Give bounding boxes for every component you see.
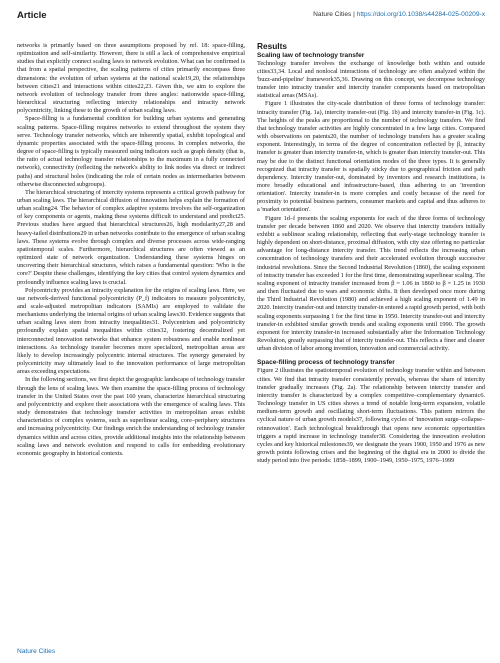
body-paragraph: Space-filling is a fundamental condition for building urban systems and generating scaling patterns. Space-filling requires networks to extend throughout the system they serve. Technology transfer networks, which are inherently spatial, exhibit topological and dynamic properties associated with the space-filling process. In complex networks, the degree of space-filling is typically measured using indicators such as graph density (that is, the ratio of actual technology transfer relationships to the maximum in a fully connected network), connectivity (reflecting the network's ability to link nodes via direct or indirect paths) and structural holes (indicating the role of certain nodes as intermediaries between otherwise disconnected subgroups).	[17, 115, 245, 188]
citation-separator: |	[351, 11, 357, 18]
doi-link[interactable]: https://doi.org/10.1038/s44284-025-00209-x	[356, 11, 485, 18]
body-paragraph: Figure 1 illustrates the city-scale distribution of three forms of technology transfer: intracity transfer (Fig. 1a), intercity transfer-out (Fig. 1b) and intercity transfer-in (Fig. 1c). The heights of the peaks are proportional to the number of technology transfers. We find that technology transfer activities are highly concentrated in a few large cities. Compared with observations on patents20, the number of technology transfers has a greater scaling exponent. Interestingly, in terms of the degree of concentration reflected by β, intracity transfer is greater than intercity transfer-in, which is greater than intercity transfer-out. This may be due to the distinct functional orientation modes of the three types. It is generally recognized that intracity transfer is spatially sticky due to geographical friction and path dependency. Intercity transfer-out, dominated by inventors and research institutions, is more broadly educational and infrastructure-based, thus adhering to an 'invention orientation'. Intercity transfer-in is more complex and costly because of the need for proximity to potential business partners, consumer markets and capital and thus adheres to a 'market orientation'.	[257, 100, 485, 214]
body-paragraph: Polycentricity provides an intracity explanation for the origins of scaling laws. Here, we use network-derived functional polycentricity (P_f) indicators to measure polycentricity, and scale-adjusted metropolitan indicators (SAMIs) are employed to validate the mechanisms underlying the internal origins of urban scaling laws30. Evidence suggests that urban scaling laws stem from intracity inequalities31. Polycentrism and polycentricity profoundly explain spatial inequalities within cities32, fostering decentralized yet interconnected innovation networks that enhance system robustness and enable nonlinear interactions. As technology transfer becomes more specialized, metropolitan areas are likely to develop increasingly polycentric internal structures. The synergy generated by polycentricity may ultimately lead to the innovation performance of large metropolitan areas exceeding expectations.	[17, 286, 245, 376]
page-header	[17, 10, 485, 26]
right-column	[257, 42, 485, 632]
left-column	[17, 42, 245, 632]
body-paragraph: Technology transfer involves the exchange of knowledge both within and outside cities33,34. Local and nonlocal interactions of technology are often analyzed within the 'buzz-and-pipeline' framework35,36. Drawing on this concept, we decompose technology transfer into intracity transfer and intercity transfer components based on metropolitan statistical areas (MSAs).	[257, 59, 485, 100]
section-heading-results: Results	[257, 42, 287, 51]
body-paragraph: Figure 2 illustrates the spatiotemporal evolution of technology transfer within and between cities. We find that intracity transfer consistently prevails, whereas the share of intercity transfer gradually increases (Fig. 2a). The relationship between intercity transfer and intercity transfer is characterized by a complex competitive–complementary dynamic6. Technology transfer in US cities shows a trend of notable long-term expansion, volatile medium-term growth and oscillating short-term fluctuations. This pattern mirrors the cyclical nature of urban growth models37, following cycles of 'innovation surge–collapse–reinnovation'. Each technological breakthrough that opens new economic opportunities triggers a rapid increase in technology transfer38. Considering the innovation evolution cycles and key historical milestones39, we designate the years 1900, 1950 and 1976 as new growth points following crises and the beginning of the digital era in 2000 to divide the study period into five periods: 1858–1899, 1900–1949, 1950–1975, 1976–1999	[257, 367, 485, 465]
footer-journal-name: Nature Cities	[17, 648, 56, 655]
body-paragraph: The hierarchical structuring of intercity systems represents a critical growth pathway for urban scaling laws. The hierarchical diffusion of innovation helps explain the formation of urban scaling24. The behavior of complex adaptive systems involves the self-organization of key components or agents, making these systems difficult to understand and predict25. Previous studies have argued that hierarchical structures26, high modularity27,28 and heavy-tailed distributions29 in urban networks contribute to the emergence of urban scaling laws. These systems evolve through complex and diverse processes across wide-ranging spatiotemporal scales. Furthermore, hierarchical structures are often viewed as an optimized state of network organization. Understanding these systems hinges on uncovering their hierarchical structures, which raises a fundamental question: 'Who is the core?' Despite these challenges, identifying the key cities that control system dynamics and profoundly influence scaling laws is crucial.	[17, 188, 245, 286]
body-paragraph: Figure 1d–f presents the scaling exponents for each of the three forms of technology transfer per decade between 1860 and 2020. We observe that intercity transfers initially exhibit a sublinear scaling relationship, reflecting that early-stage technology transfer is highly dependent on short-distance, proximal diffusion, with city size offering no particular advantage for long-distance intercity transfer. This trend reflects the increasing urban concentration of technology transfers and their accelerated evolution through successive industrial revolutions. Since the Second Industrial Revolution (1860), the scaling exponent of intracity transfer has exceeded 1 for the first time, demonstrating superlinear scaling. The scaling exponent of intracity transfer increased from β = 1.06 in 1860 to β = 1.25 in 1930 and then fluctuated due to wars and economic shifts. It then developed once more during the Third Industrial Revolution (1980) and achieved a high scaling exponent of 1.49 in 2020. Intercity transfer-out and intercity transfer-in entered a rapid growth period, with both scaling exponents surpassing 1 for the first time in 1950. Intercity transfer-out and intercity transfer-in exhibited similar growth trends and scaling exponents until 1990. The growth exponent for intercity transfer-in increased substantially after the Information Technology Revolution, greatly surpassing that of intercity transfer-out. This reflects a finer and clearer urban division of labor among invention, innovation and commercial activity.	[257, 214, 485, 353]
journal-name: Nature Cities	[313, 11, 352, 18]
body-paragraph: In the following sections, we first depict the geographic landscape of technology transfer through the lens of scaling laws. We then examine the space-filling process of technology transfer in the United States over the past 160 years, characterize hierarchical structuring and polycentricity and explore their associations with the emergence of scaling laws. This study demonstrates that technology transfer activities in metropolitan areas exhibit characteristics of complex systems, such as superlinear scaling, core–periphery structures and increasing polycentricity. Our findings enrich the understanding of technology transfer dynamics within and across cities, provide additional insights into the relationship between scaling laws and network evolution and respond to calls for embedding evolutionary economic geography in historical contexts.	[17, 376, 245, 457]
subsection-heading-scaling-law: Scaling law of technology transfer	[257, 51, 365, 59]
article-type-label: Article	[17, 10, 47, 21]
body-paragraph: networks is primarily based on three assumptions proposed by ref. 18: space-filling, optimization and self-similarity. However, there is still a lack of comprehensive empirical studies that explicitly connect scaling laws to network evolution. What can be confirmed is that from a spatial perspective, the scaling patterns of cities primarily encompass three dimensions: the evolution of urban systems at the national scale19,20, the relationships between cities21 and interactions within cities22,23. Given this, we aim to explore the network evolution of technology transfer from three angles: nationwide space-filling, hierarchical structuring reflecting intercity relationships and intracity network polycentricity, linking these to the growth of urban scaling laws.	[17, 42, 245, 115]
citation-line	[313, 11, 485, 18]
subsection-heading-space-filling: Space-filling process of technology transfer	[257, 359, 395, 367]
